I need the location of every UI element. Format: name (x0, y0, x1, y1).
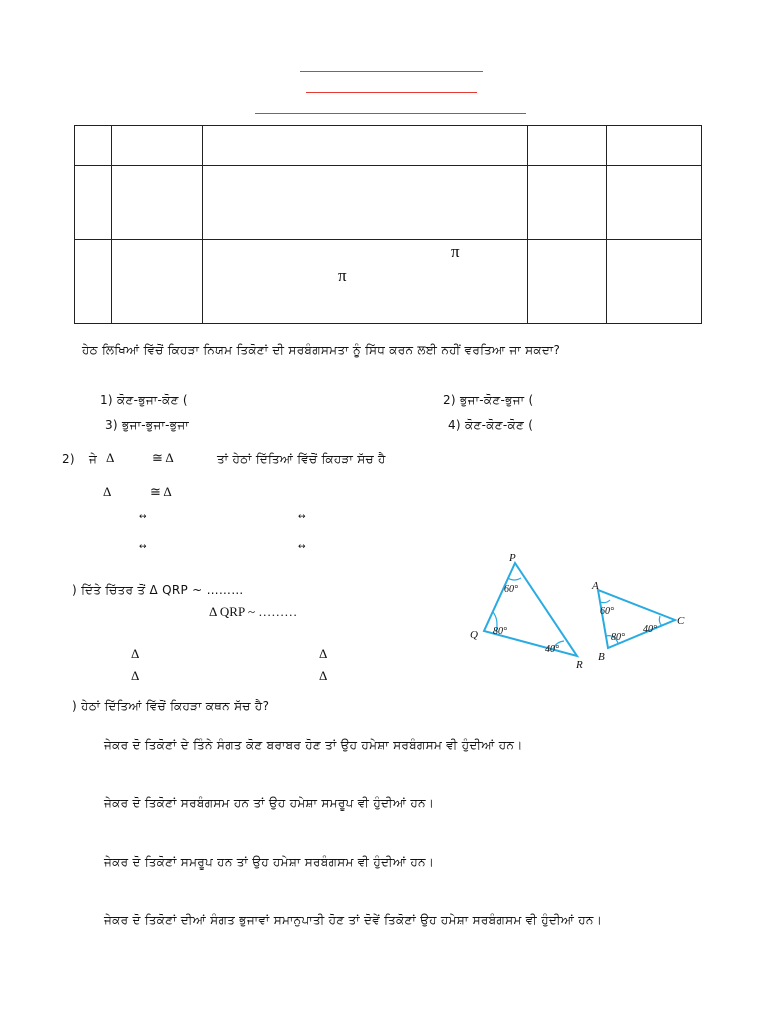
vertex-label-p: P (509, 552, 516, 564)
similar-triangles-figure (460, 548, 700, 673)
angle-label-b: 80° (611, 632, 625, 643)
table-row (75, 166, 702, 240)
pi-symbol: π (338, 266, 347, 285)
table-cell (75, 126, 112, 166)
correspondence-arrow: ↔ (139, 542, 147, 552)
vertex-label-a: A (592, 580, 599, 592)
table-cell (528, 126, 607, 166)
table-cell (607, 240, 702, 324)
vertex-label-q: Q (470, 629, 478, 641)
table-cell (112, 126, 203, 166)
table-cell (203, 166, 528, 240)
table-cell (75, 240, 112, 324)
question-4-statement-3: ਜੇਕਰ ਦੋ ਤਿਕੋਣਾਂ ਸਮਰੂਪ ਹਨ ਤਾਂ ਉਹ ਹਮੇਸ਼ਾ ਸਰਬੰਗਸਮ ਵੀ ਹੁੰਦੀਆਂ ਹਨ। (104, 855, 435, 869)
header-rule-3 (255, 113, 526, 114)
question-2-je: ਜੇ (89, 452, 98, 466)
table-cell (112, 240, 203, 324)
triangle-pqr (484, 563, 577, 656)
question-4-statement-4: ਜੇਕਰ ਦੋ ਤਿਕੋਣਾਂ ਦੀਆਂ ਸੰਗਤ ਭੁਜਾਵਾਂ ਸਮਾਨੁਪਾਤੀ ਹੋਣ ਤਾਂ ਦੋਵੇਂ ਤਿਕੋਣਾਂ ਉਹ ਹਮੇਸ਼ਾ ਸਰਬੰਗਸਮ ਵੀ ਹੁੰਦੀਆਂ ਹਨ। (104, 913, 603, 927)
question-4-prompt: ) ਹੇਠਾਂ ਦਿੱਤਿਆਂ ਵਿੱਚੋਂ ਕਿਹੜਾ ਕਥਨ ਸੱਚ ਹੈ? (72, 699, 270, 713)
triangle-abc (598, 590, 675, 648)
question-1-option-3: 3) ਭੁਜਾ-ਭੁਜਾ-ਭੁਜਾ (105, 418, 189, 432)
question-3-prompt: ) ਦਿੱਤੇ ਚਿੱਤਰ ਤੋਂ Δ QRP ~ ……… (72, 583, 244, 597)
delta-symbol: Δ (103, 484, 112, 499)
correspondence-arrow: ↔ (298, 512, 306, 522)
header-rule-2 (306, 92, 477, 93)
table-row (75, 240, 702, 324)
vertex-label-b: B (598, 651, 605, 663)
header-rule-1 (300, 71, 483, 72)
delta-symbol: Δ (106, 450, 115, 465)
angle-label-p: 60° (504, 584, 518, 595)
pi-symbol: π (451, 242, 460, 261)
table-cell (528, 166, 607, 240)
table-cell (528, 240, 607, 324)
delta-symbol: Δ (131, 646, 140, 661)
table-row (75, 126, 702, 166)
question-1-option-4: 4) ਕੋਣ-ਕੋਣ-ਕੋਣ ( (448, 418, 534, 432)
question-1-prompt: ਹੇਠ ਲਿਖਿਆਂ ਵਿੱਚੋਂ ਕਿਹੜਾ ਨਿਯਮ ਤਿਕੋਣਾਂ ਦੀ ਸਰਬੰਗਸਮਤਾ ਨੂੰ ਸਿੱਧ ਕਰਨ ਲਈ ਨਹੀਂ ਵਰਤਿਆ ਜਾ ਸਕਦਾ? (82, 343, 561, 357)
info-table (74, 125, 702, 324)
delta-symbol: Δ (319, 646, 328, 661)
angle-label-r: 40° (545, 644, 559, 655)
correspondence-arrow: ↔ (139, 512, 147, 522)
congruent-delta: ≅ Δ (150, 484, 172, 499)
table-cell (203, 240, 528, 324)
delta-symbol: Δ (131, 668, 140, 683)
question-2-number: 2) (62, 452, 75, 466)
question-1-option-2: 2) ਭੁਜਾ-ਕੋਣ-ਭੁਜਾ ( (443, 393, 534, 407)
question-4-statement-2: ਜੇਕਰ ਦੋ ਤਿਕੋਣਾਂ ਸਰਬੰਗਸਮ ਹਨ ਤਾਂ ਉਹ ਹਮੇਸ਼ਾ ਸਮਰੂਪ ਵੀ ਹੁੰਦੀਆਂ ਹਨ। (104, 796, 435, 810)
question-3-sub: Δ QRP ~ ……… (209, 604, 298, 619)
congruent-delta: ≅ Δ (152, 450, 174, 465)
table-cell (112, 166, 203, 240)
angle-label-c: 40° (643, 624, 657, 635)
vertex-label-c: C (677, 615, 685, 627)
table-cell (607, 126, 702, 166)
question-2-rest: ਤਾਂ ਹੇਠਾਂ ਦਿੱਤਿਆਂ ਵਿੱਚੋਂ ਕਿਹੜਾ ਸੱਚ ਹੈ (217, 452, 386, 466)
angle-label-a: 60° (600, 606, 614, 617)
question-1-option-1: 1) ਕੋਣ-ਭੁਜਾ-ਕੋਣ ( (100, 393, 188, 407)
table-cell (203, 126, 528, 166)
table-cell (75, 166, 112, 240)
table-cell (607, 166, 702, 240)
question-4-statement-1: ਜੇਕਰ ਦੋ ਤਿਕੋਣਾਂ ਦੇ ਤਿੰਨੇ ਸੰਗਤ ਕੋਣ ਬਰਾਬਰ ਹੋਣ ਤਾਂ ਉਹ ਹਮੇਸ਼ਾ ਸਰਬੰਗਸਮ ਵੀ ਹੁੰਦੀਆਂ ਹਨ। (104, 738, 523, 752)
correspondence-arrow: ↔ (298, 542, 306, 552)
angle-label-q: 80° (493, 626, 507, 637)
vertex-label-r: R (576, 659, 583, 671)
delta-symbol: Δ (319, 668, 328, 683)
